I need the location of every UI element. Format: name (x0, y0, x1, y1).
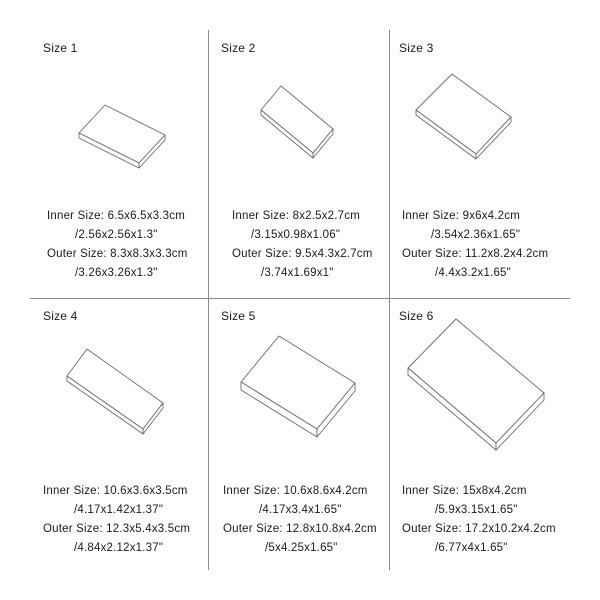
size-3-title: Size 3 (399, 41, 434, 55)
size-2-specs (232, 207, 373, 283)
size-5-inner-label: Inner Size: (223, 485, 281, 497)
size-5-title: Size 5 (221, 309, 256, 323)
size-4-inner-in: /4.17x1.42x1.37" (74, 504, 164, 516)
size-3-outer-label: Outer Size: (402, 248, 462, 260)
size-1-specs (47, 207, 188, 283)
size-6-outer-cm: 17.2x10.2x4.2cm (465, 523, 556, 535)
size-3-inner-label: Inner Size: (402, 210, 460, 222)
size-2-outer-in: /3.74x1.69x1" (261, 267, 334, 279)
size-5-cell (209, 299, 389, 570)
size-6-inner-label: Inner Size: (402, 485, 460, 497)
size-4-inner-cm: 10.6x3.6x3.5cm (103, 485, 188, 497)
size-2-inner-cm: 8x2.5x2.7cm (292, 210, 360, 222)
size-1-outer-label: Outer Size: (47, 248, 107, 260)
size-4-outer-in: /4.84x2.12x1.37" (74, 542, 164, 554)
size-6-inner-in: /5.9x3.15x1.65" (435, 504, 518, 516)
size-4-specs (43, 482, 190, 558)
size-1-cell (30, 30, 208, 298)
size-6-inner-cm: 15x8x4.2cm (462, 485, 527, 497)
size-3-outer-cm: 11.2x8.2x4.2cm (465, 248, 549, 260)
size-3-specs (402, 207, 548, 283)
size-5-outer-label: Outer Size: (223, 523, 283, 535)
size-2-inner-in: /3.15x0.98x1.06" (251, 229, 341, 241)
size-2-title: Size 2 (221, 41, 256, 55)
size-1-outer-in: /3.26x3.26x1.3" (75, 267, 158, 279)
size-6-outer-label: Outer Size: (402, 523, 462, 535)
size-1-inner-in: /2.56x2.56x1.3" (75, 229, 158, 241)
size-3-outer-in: /4.4x3.2x1.65" (435, 267, 511, 279)
size-1-inner-label: Inner Size: (47, 210, 105, 222)
size-5-inner-cm: 10.6x8.6x4.2cm (283, 485, 368, 497)
size-6-outer-in: /6.77x4x1.65" (435, 542, 508, 554)
size-3-cell (390, 30, 570, 298)
size-6-cell (390, 299, 570, 570)
size-4-cell (30, 299, 208, 570)
size-3-inner-cm: 9x6x4.2cm (462, 210, 521, 222)
size-2-cell (209, 30, 389, 298)
size-6-specs (402, 482, 556, 558)
size-2-outer-label: Outer Size: (232, 248, 292, 260)
size-1-inner-cm: 6.5x6.5x3.3cm (107, 210, 185, 222)
size-2-outer-cm: 9.5x4.3x2.7cm (295, 248, 373, 260)
size-4-inner-label: Inner Size: (43, 485, 101, 497)
size-4-outer-label: Outer Size: (43, 523, 103, 535)
size-4-title: Size 4 (43, 309, 78, 323)
size-5-specs (223, 482, 377, 558)
size-1-outer-cm: 8.3x8.3x3.3cm (110, 248, 188, 260)
size-5-outer-in: /5x4.25x1.65" (265, 542, 338, 554)
size-5-outer-cm: 12.8x10.8x4.2cm (286, 523, 377, 535)
size-2-inner-label: Inner Size: (232, 210, 290, 222)
size-6-title: Size 6 (399, 309, 434, 323)
size-3-inner-in: /3.54x2.36x1.65" (431, 229, 521, 241)
size-1-title: Size 1 (43, 41, 78, 55)
size-4-outer-cm: 12.3x5.4x3.5cm (106, 523, 191, 535)
size-5-inner-in: /4.17x3.4x1.65" (259, 504, 342, 516)
